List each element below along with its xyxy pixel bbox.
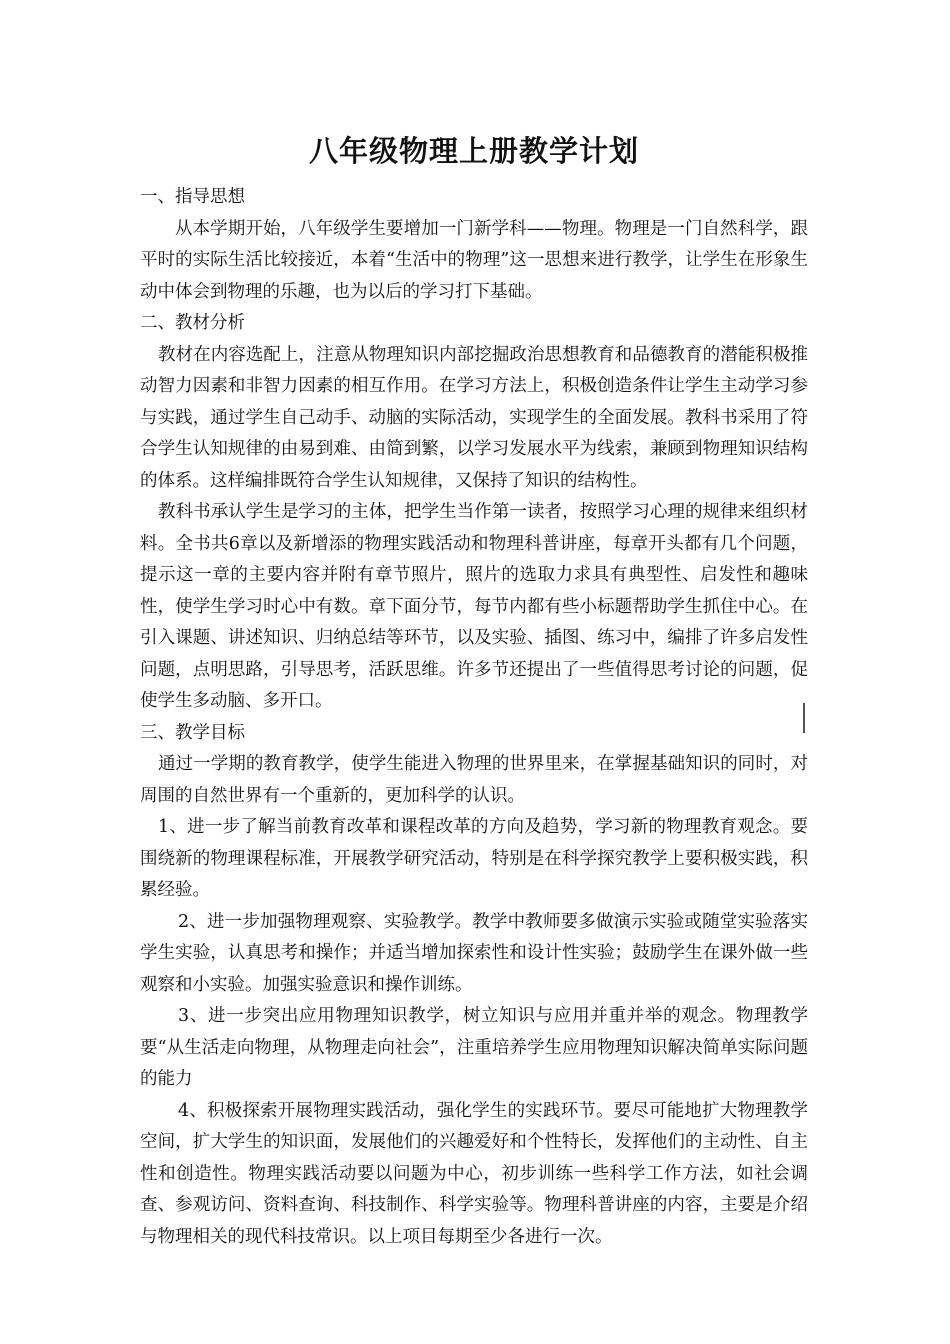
document-page (140, 130, 808, 1253)
paragraph-item-3: 3、进一步突出应用物理知识教学，树立知识与应用并重并举的观念。物理教学要“从生活走向物理，从物理走向社会”，注重培养学生应用物理知识解决简单实际问题的能力 (140, 1006, 808, 1089)
document-title: 八年级物理上册教学计划 (308, 134, 639, 168)
paragraph: 通过一学期的教育教学，使学生能进入物理的世界里来，在掌握基础知识的同时，对周围的自然世界有一个重新的，更加科学的认识。 (140, 754, 808, 806)
paragraph-item-4: 4、积极探索开展物理实践活动，强化学生的实践环节。要尽可能地扩大物理教学空间，扩大学生的知识面，发展他们的兴趣爱好和个性特长，发挥他们的主动性、自主性和创造性。物理实践活动要以问题为中心，初步训练一些科学工作方法，如社会调查、参观访问、资料查询、科技制作、科学实验等。物理科普讲座的内容，主要是介绍与物理相关的现代科技常识。以上项目每期至少各进行一次。 (140, 1100, 808, 1247)
paragraph: 教科书承认学生是学习的主体，把学生当作第一读者，按照学习心理的规律来组织材料。全书共6章以及新增添的物理实践活动和物理科普讲座，每章开头都有几个问题，提示这一章的主要内容并附有章节照片，照片的选取力求具有典型性、启发性和趣味性，使学生学习时心中有数。章下面分节，每节内都有些小标题帮助学生抓住中心。在引入课题、讲述知识、归纳总结等环节，以及实验、插图、练习中，编排了许多启发性问题，点明思路，引导思考，活跃思维。许多节还提出了一些值得思考讨论的问题，促使学生多动脑、多开口。 (140, 502, 808, 711)
page-edge-mark (803, 703, 805, 733)
paragraph-item-2: 2、进一步加强物理观察、实验教学。教学中教师要多做演示实验或随堂实验落实学生实验，认真思考和操作；并适当增加探索性和设计性实验；鼓励学生在课外做一些观察和小实验。加强实验意识和操作训练。 (140, 911, 808, 995)
paragraph: 教材在内容选配上，注意从物理知识内部挖掘政治思想教育和品德教育的潜能积极推动智力因素和非智力因素的相互作用。在学习方法上，积极创造条件让学生主动学习参与实践，通过学生自己动手、动脑的实际活动，实现学生的全面发展。教科书采用了符合学生认知规律的由易到难、由简到繁，以学习发展水平为线索，兼顾到物理知识结构的体系。这样编排既符合学生认知规律，又保持了知识的结构性。 (140, 344, 808, 491)
section-heading-teaching-goals: 三、教学目标 (140, 722, 245, 743)
paragraph: 从本学期开始，八年级学生要增加一门新学科——物理。物理是一门自然科学，跟平时的实际生活比较接近，本着“生活中的物理”这一思想来进行教学，让学生在形象生动中体会到物理的乐趣，也为以后的学习打下基础。 (140, 218, 808, 302)
section-heading-guiding-thought: 一、指导思想 (140, 187, 245, 207)
section-heading-textbook-analysis: 二、教材分析 (140, 313, 245, 333)
paragraph-item-1: 1、进一步了解当前教育改革和课程改革的方向及趋势，学习新的物理教育观念。要围绕新的物理课程标准，开展教学研究活动，特别是在科学探究教学上要积极实践，积累经验。 (140, 817, 808, 900)
